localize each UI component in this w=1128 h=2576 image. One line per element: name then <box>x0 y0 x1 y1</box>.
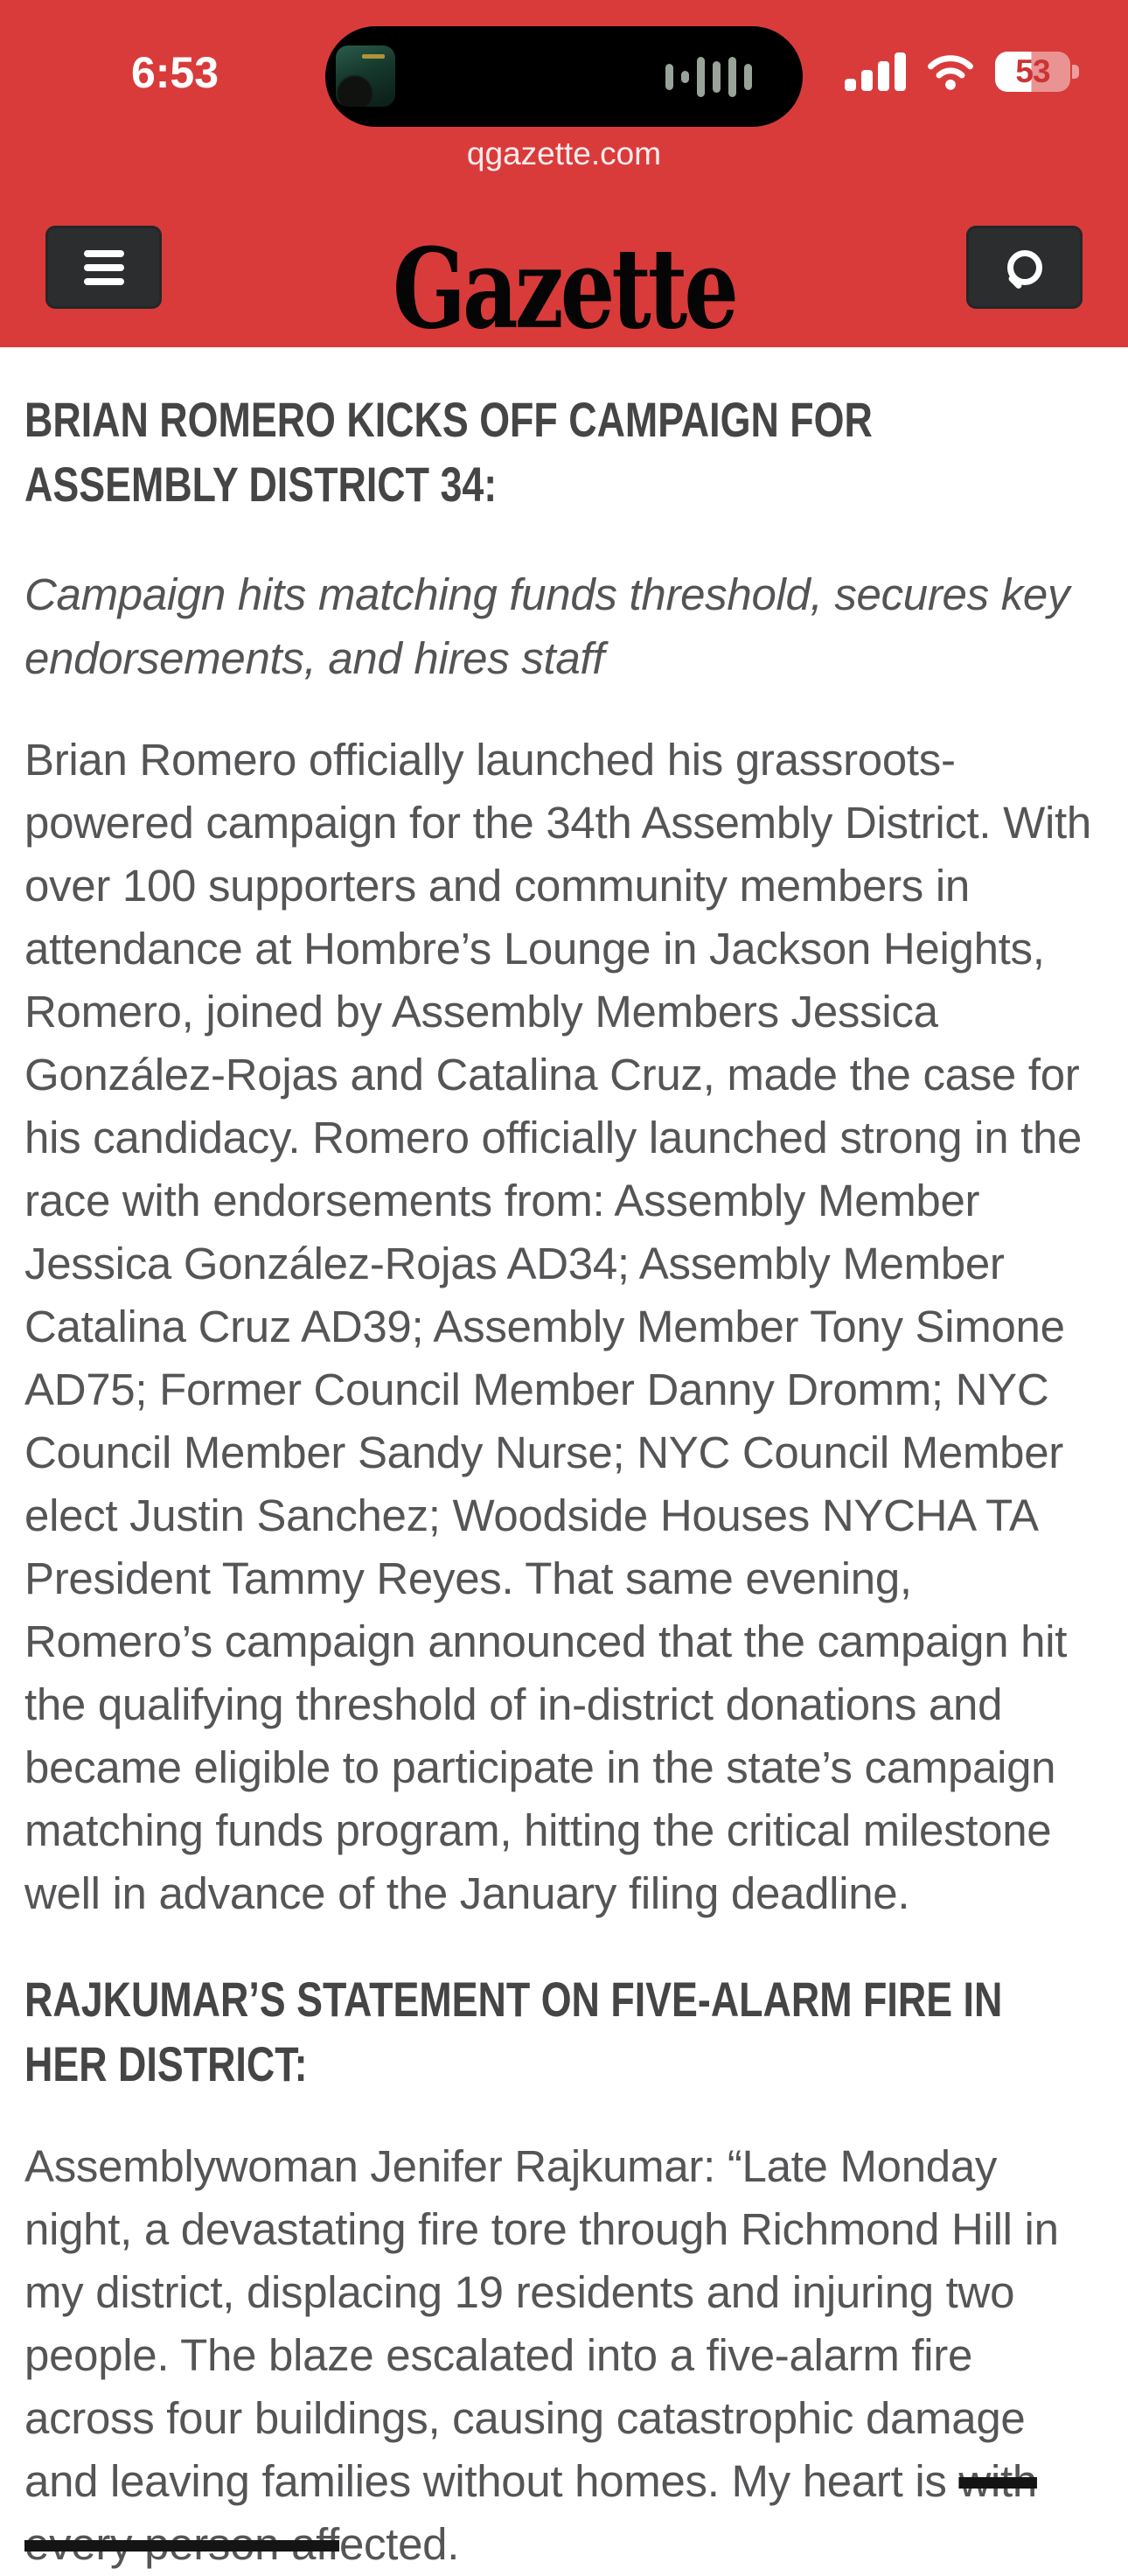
paragraph-2-text-end: ected. <box>338 2519 460 2569</box>
site-header <box>0 224 1128 353</box>
cellular-signal-icon <box>845 52 906 91</box>
headline-line: RAJKUMAR’S STATEMENT ON FIVE-ALARM FIRE IN <box>24 1972 1003 2027</box>
headline-line: HER DISTRICT: <box>24 2036 308 2091</box>
headline-line: BRIAN ROMERO KICKS OFF CAMPAIGN FOR <box>24 392 873 447</box>
magnifier-icon <box>1006 248 1044 287</box>
article-paragraph-2 <box>24 2135 1104 2576</box>
battery-cap <box>1072 65 1079 79</box>
battery-icon <box>995 52 1079 92</box>
battery-percent: 53 <box>995 52 1070 92</box>
search-button[interactable] <box>966 226 1083 309</box>
article-subtitle: Campaign hits matching funds threshold, secures key endorsements, and hires staff <box>24 569 1070 683</box>
article-headline-1 <box>24 387 1104 517</box>
dynamic-island[interactable] <box>325 26 803 127</box>
article-headline-2 <box>24 1967 1104 2097</box>
audio-waveform-icon <box>665 26 752 127</box>
article-content <box>0 387 1128 2576</box>
browser-chrome-red-band <box>0 0 1128 353</box>
now-playing-album-art <box>336 45 395 107</box>
status-time: 6:53 <box>130 48 219 97</box>
paragraph-2-text: Assemblywoman Jenifer Rajkumar: “Late Monday night, a devastating fire tore through Richmond Hill in my district, displacing 19 residents and injuring two people. The blaze escalated into a five-alarm fire across four buildings, causing catastrophic damage and leaving families without homes. My heart is <box>24 2141 1059 2506</box>
article-paragraph-1: Brian Romero officially launched his grassroots-powered campaign for the 34th Assembly District. With over 100 supporters and community members in attendance at Hombre’s Lounge in Jackson Heights, Romero, joined by Assembly Members Jessica González-Rojas and Catalina Cruz, made the case for his candidacy. Romero officially launched strong in the race with endorsements from: Assembly Member Jessica González-Rojas AD34; Assembly Member Catalina Cruz AD39; Assembly Member Tony Simone AD75; Former Council Member Danny Dromm; NYC Council Member Sandy Nurse; NYC Council Member elect Justin Sanchez; Woodside Houses NYCHA TA President Tammy Reyes. That same evening, Romero’s campaign announced that the campaign hit the qualifying threshold of in-district donations and became eligible to participate in the state’s campaign matching funds program, hitting the critical milestone well in advance of the January filing deadline. <box>24 735 1091 1918</box>
wifi-icon <box>923 52 978 92</box>
browser-url[interactable]: qgazette.com <box>466 136 662 171</box>
headline-line: ASSEMBLY DISTRICT 34: <box>24 457 498 512</box>
menu-button[interactable] <box>45 226 162 309</box>
hamburger-icon <box>84 250 124 285</box>
struck-through-text: with every person aff <box>24 2456 1037 2569</box>
status-icons <box>845 49 1079 94</box>
site-logo[interactable]: Gazette <box>393 224 735 353</box>
